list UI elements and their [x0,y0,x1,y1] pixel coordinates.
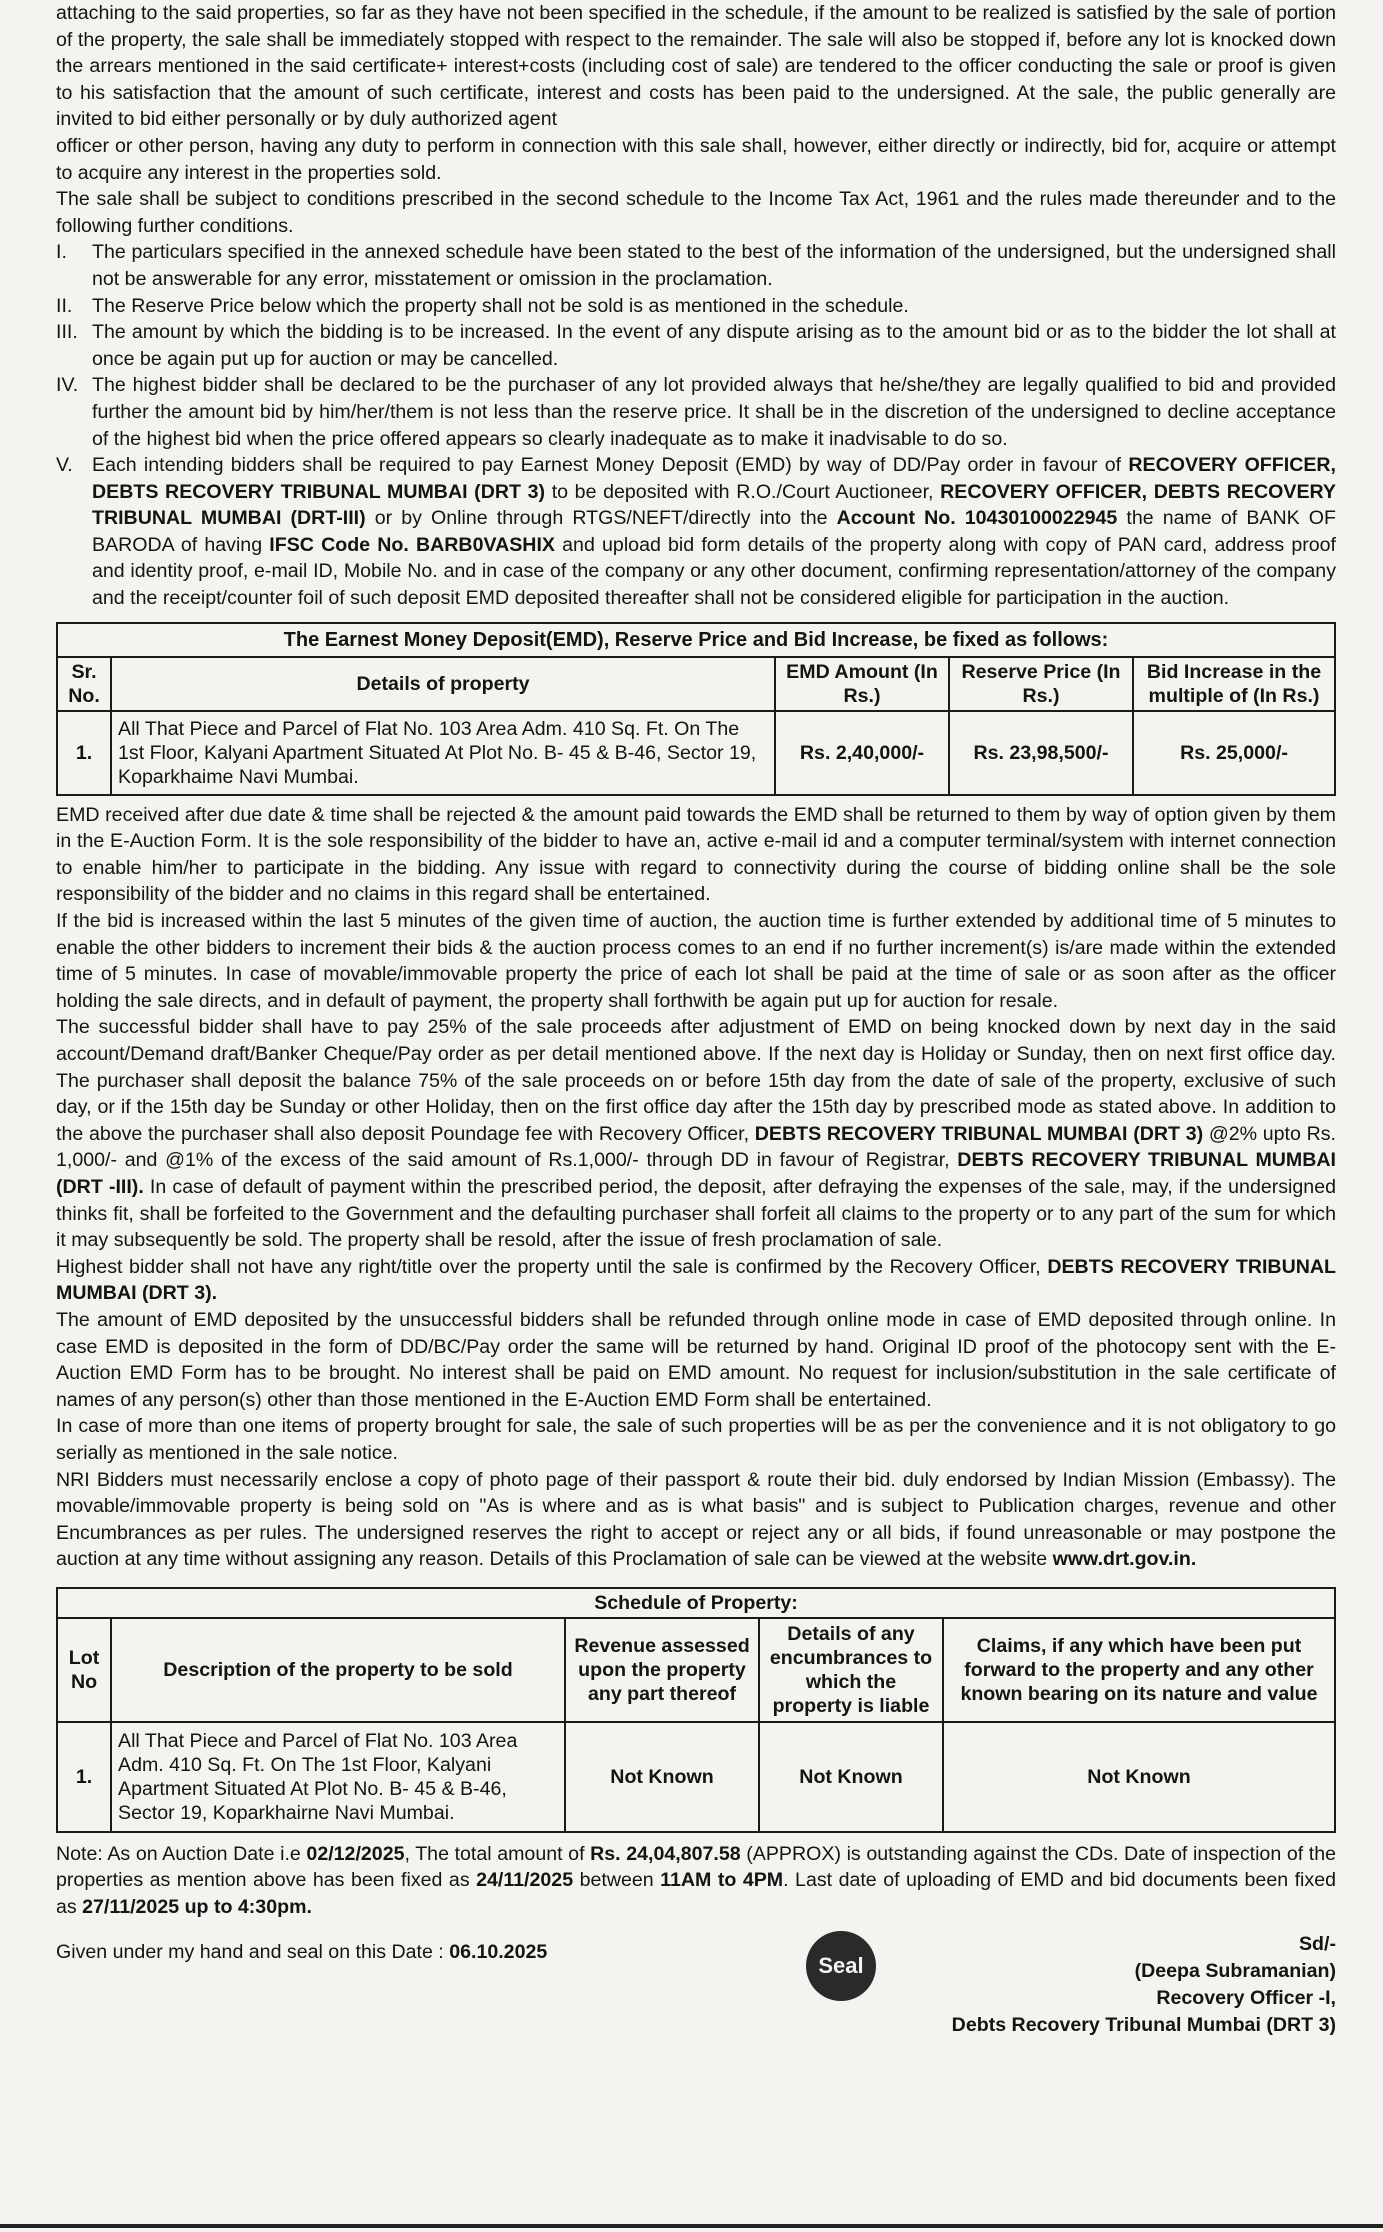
header-revenue: Revenue assessed upon the property any part thereof [565,1618,759,1722]
header-details: Details of property [111,657,775,711]
conditions-list [56,239,1336,611]
condition-number: III. [56,321,78,344]
sr-no: 1. [57,711,111,795]
revenue-assessed: Not Known [565,1722,759,1832]
header-description: Description of the property to be sold [111,1618,565,1722]
signatory-office: Debts Recovery Tribunal Mumbai (DRT 3) [951,2013,1336,2036]
table-row [57,711,1335,795]
property-description: All That Piece and Parcel of Flat No. 103 Area Adm. 410 Sq. Ft. On The 1st Floor, Kalyani Apartment Situated At Plot No. B- 45 & B-46, Sector 19, Koparkhairne Navi Mumbai. [111,1722,565,1832]
intro-paragraph: attaching to the said properties, so far as they have not been specified in the schedule, if the amount to be realized is satisfied by the sale of portion of the property, the sale shall be immediately stopped with respect to the remainder. The sale will also be stopped if, before any lot is knocked down the arrears mentioned in the said certificate+ interest+costs (including cost of sale) are tendered to the officer conducting the sale or proof is given to his satisfaction that the amount of such certificate, interest and costs has been paid to the undersigned. At the sale, the public generally are invited to bid either personally or by duly authorized agent [56,2,1336,131]
intro-paragraph: The sale shall be subject to conditions prescribed in the second schedule to the Income Tax Act, 1961 and the rules made thereunder and to the following further conditions. [56,188,1336,237]
header-sr-no: Sr. No. [57,657,111,711]
condition-number: I. [56,241,67,264]
signature-block [56,1931,1336,2081]
terms-paragraph: The successful bidder shall have to pay 25% of the sale proceeds after adjustment of EMD on being knocked down by next day in the said account/Demand draft/Banker Cheque/Pay order as per detail mentioned above. If the next day is Holiday or Sunday, then on next first office day. The purchaser shall deposit the balance 75% of the sale proceeds on or before 15th day from the date of sale of the property, exclusive of such day, or if the 15th day be Sunday or other Holiday, then on the first office day after the 15th day by prescribed mode as stated above. In addition to the above the purchaser shall also deposit Poundage fee with Recovery Officer, DEBTS RECOVERY TRIBUNAL MUMBAI (DRT 3) @2% upto Rs. 1,000/- and @1% of the excess of the said amount of Rs.1,000/- through DD in favour of Registrar, DEBTS RECOVERY TRIBUNAL MUMBAI (DRT -III). In case of default of payment within the prescribed period, the deposit, after defraying the expenses of the sale, may, if the undersigned thinks fit, shall be forfeited to the Government and the defaulting purchaser shall forfeit all claims to the property or to any part of the sum for which it may subsequently be sold. The property shall be resold, after the issue of fresh proclamation of sale. [56,1016,1336,1252]
signatory-designation: Recovery Officer -I, [1156,1986,1336,2009]
emd-table-caption: The Earnest Money Deposit(EMD), Reserve Price and Bid Increase, be fixed as follows: [57,623,1335,657]
header-encumbrances: Details of any encumbrances to which the property is liable [759,1618,943,1722]
header-lot-no: Lot No [57,1618,111,1722]
terms-paragraph: Highest bidder shall not have any right/title over the property until the sale is confirmed by the Recovery Officer, DEBTS RECOVERY TRIBUNAL MUMBAI (DRT 3). [56,1255,1336,1305]
signature-sd: Sd/- [1298,1932,1336,1955]
signatory [952,1931,1336,2039]
header-emd: EMD Amount (In Rs.) [775,657,949,711]
table-row [57,1722,1335,1832]
seal-stamp: Seal [806,1931,876,2001]
header-claims: Claims, if any which have been put forward to the property and any other known bearing on its nature and value [943,1618,1335,1722]
condition-text: The amount by which the bidding is to be increased. In the event of any dispute arising as to the amount bid or as to the bidder the lot shall at once be again put up for auction or may be cancelled. [92,321,1336,370]
signatory-name: (Deepa Subramanian) [1134,1959,1336,1982]
property-details: All That Piece and Parcel of Flat No. 103 Area Adm. 410 Sq. Ft. On The 1st Floor, Kalyani Apartment Situated At Plot No. B- 45 & B-46, Sector 19, Koparkhaime Navi Mumbai. [111,711,775,795]
emd-amount: Rs. 2,40,000/- [775,711,949,795]
emd-table [56,622,1336,796]
auction-note: Note: As on Auction Date i.e 02/12/2025, The total amount of Rs. 24,04,807.58 (APPROX) is outstanding against the CDs. Date of inspection of the properties as mention above has been fixed as 24/11/2025 between 11AM to 4PM. Last date of uploading of EMD and bid documents been fixed as 27/11/2025 up to 4:30pm. [56,1842,1337,1919]
terms-paragraph: The amount of EMD deposited by the unsuccessful bidders shall be refunded through online mode in case of EMD deposited through online. In case EMD is deposited in the form of DD/BC/Pay order the same will be returned by hand. Original ID proof of the photocopy sent with the E-Auction EMD Form has to be brought. No interest shall be paid on EMD amount. No request for inclusion/substitution in the sale certificate of names of any person(s) other than those mentioned in the E-Auction EMD Form shall be entertained. [56,1308,1336,1411]
condition-item [56,239,1336,292]
condition-number: V. [56,454,73,477]
intro-paragraph: officer or other person, having any duty to perform in connection with this sale shall, however, either directly or indirectly, bid for, acquire or attempt to acquire any interest in the properties sold. [56,134,1336,184]
bid-increase: Rs. 25,000/- [1133,711,1335,795]
encumbrances: Not Known [759,1722,943,1832]
bottom-border [0,2224,1383,2228]
intro-section [56,0,1336,239]
claims: Not Known [943,1722,1335,1832]
condition-item [56,293,1336,320]
header-reserve: Reserve Price (In Rs.) [949,657,1133,711]
condition-item [56,319,1336,372]
terms-paragraph: NRI Bidders must necessarily enclose a copy of photo page of their passport & route their bid. duly endorsed by Indian Mission (Embassy). The movable/immovable property is being sold on "As is where and as is what basis" and is subject to Publication charges, revenue and other Encumbrances as per rules. The undersigned reserves the right to accept or reject any or all bids, if found unreasonable or may postpone the auction at any time without assigning any reason. Details of this Proclamation of sale can be viewed at the website www.drt.gov.in. [56,1468,1336,1571]
lot-no: 1. [57,1722,111,1832]
condition-text: The particulars specified in the annexed schedule have been stated to the best of the information of the undersigned, but the undersigned shall not be answerable for any error, misstatement or omission in the proclamation. [92,241,1336,290]
terms-paragraph: If the bid is increased within the last 5 minutes of the given time of auction, the auction time is further extended by additional time of 5 minutes to enable the other bidders to increment their bids & the auction process comes to an end if no further increment(s) is/are made within the extended time of 5 minutes. In case of movable/immovable property the price of each lot shall be paid at the time of sale or as soon after as the officer holding the sale directs, and in default of payment, the property shall forthwith be again put up for auction for resale. [56,910,1336,1012]
condition-text: The highest bidder shall be declared to be the purchaser of any lot provided always that he/she/they are legally qualified to bid and provided further the amount bid by him/her/them is not less than the reserve price. It shall be in the discretion of the undersigned to decline acceptance of the highest bid when the price offered appears so clearly inadequate as to make it inadvisable to do so. [92,374,1336,450]
terms-paragraph: EMD received after due date & time shall be rejected & the amount paid towards the EMD shall be returned to them by way of option given by them in the E-Auction Form. It is the sole responsibility of the bidder to have an, active e-mail id and a computer terminal/system with internet connection to enable him/her to participate in the bidding. Any issue with regard to connectivity during the course of bidding online shall be the sole responsibility of the bidder and no claims in this regard shall be entertained. [56,803,1336,906]
condition-text: The Reserve Price below which the property shall not be sold is as mentioned in the schedule. [92,294,909,317]
terms-section [56,802,1336,1573]
condition-number: IV. [56,374,79,397]
header-bid-increase: Bid Increase in the multiple of (In Rs.) [1133,657,1335,711]
terms-paragraph: In case of more than one items of property brought for sale, the sale of such properties will be as per the convenience and it is not obligatory to go serially as mentioned in the sale notice. [56,1415,1336,1464]
condition-text: Each intending bidders shall be required to pay Earnest Money Deposit (EMD) by way of DD/Pay order in favour of RECOVERY OFFICER, DEBTS RECOVERY TRIBUNAL MUMBAI (DRT 3) to be deposited with R.O./Court Auctioneer, RECOVERY OFFICER, DEBTS RECOVERY TRIBUNAL MUMBAI (DRT-III) or by Online through RTGS/NEFT/directly into the Account No. 10430100022945 the name of BANK OF BARODA of having IFSC Code No. BARB0VASHIX and upload bid form details of the property along with copy of PAN card, address proof and identity proof, e-mail ID, Mobile No. and in case of the company or any other document, confirming representation/attorney of the company and the receipt/counter foil of such deposit EMD deposited thereafter shall not be considered eligible for participation in the auction. [92,454,1337,610]
condition-number: II. [56,294,73,317]
condition-item-v [56,452,1336,612]
schedule-caption: Schedule of Property: [57,1588,1335,1618]
reserve-price: Rs. 23,98,500/- [949,711,1133,795]
condition-item [56,372,1336,452]
given-under-hand: Given under my hand and seal on this Date : 06.10.2025 [56,1940,548,1963]
proclamation-notice [56,0,1336,2081]
schedule-table [56,1587,1336,1833]
